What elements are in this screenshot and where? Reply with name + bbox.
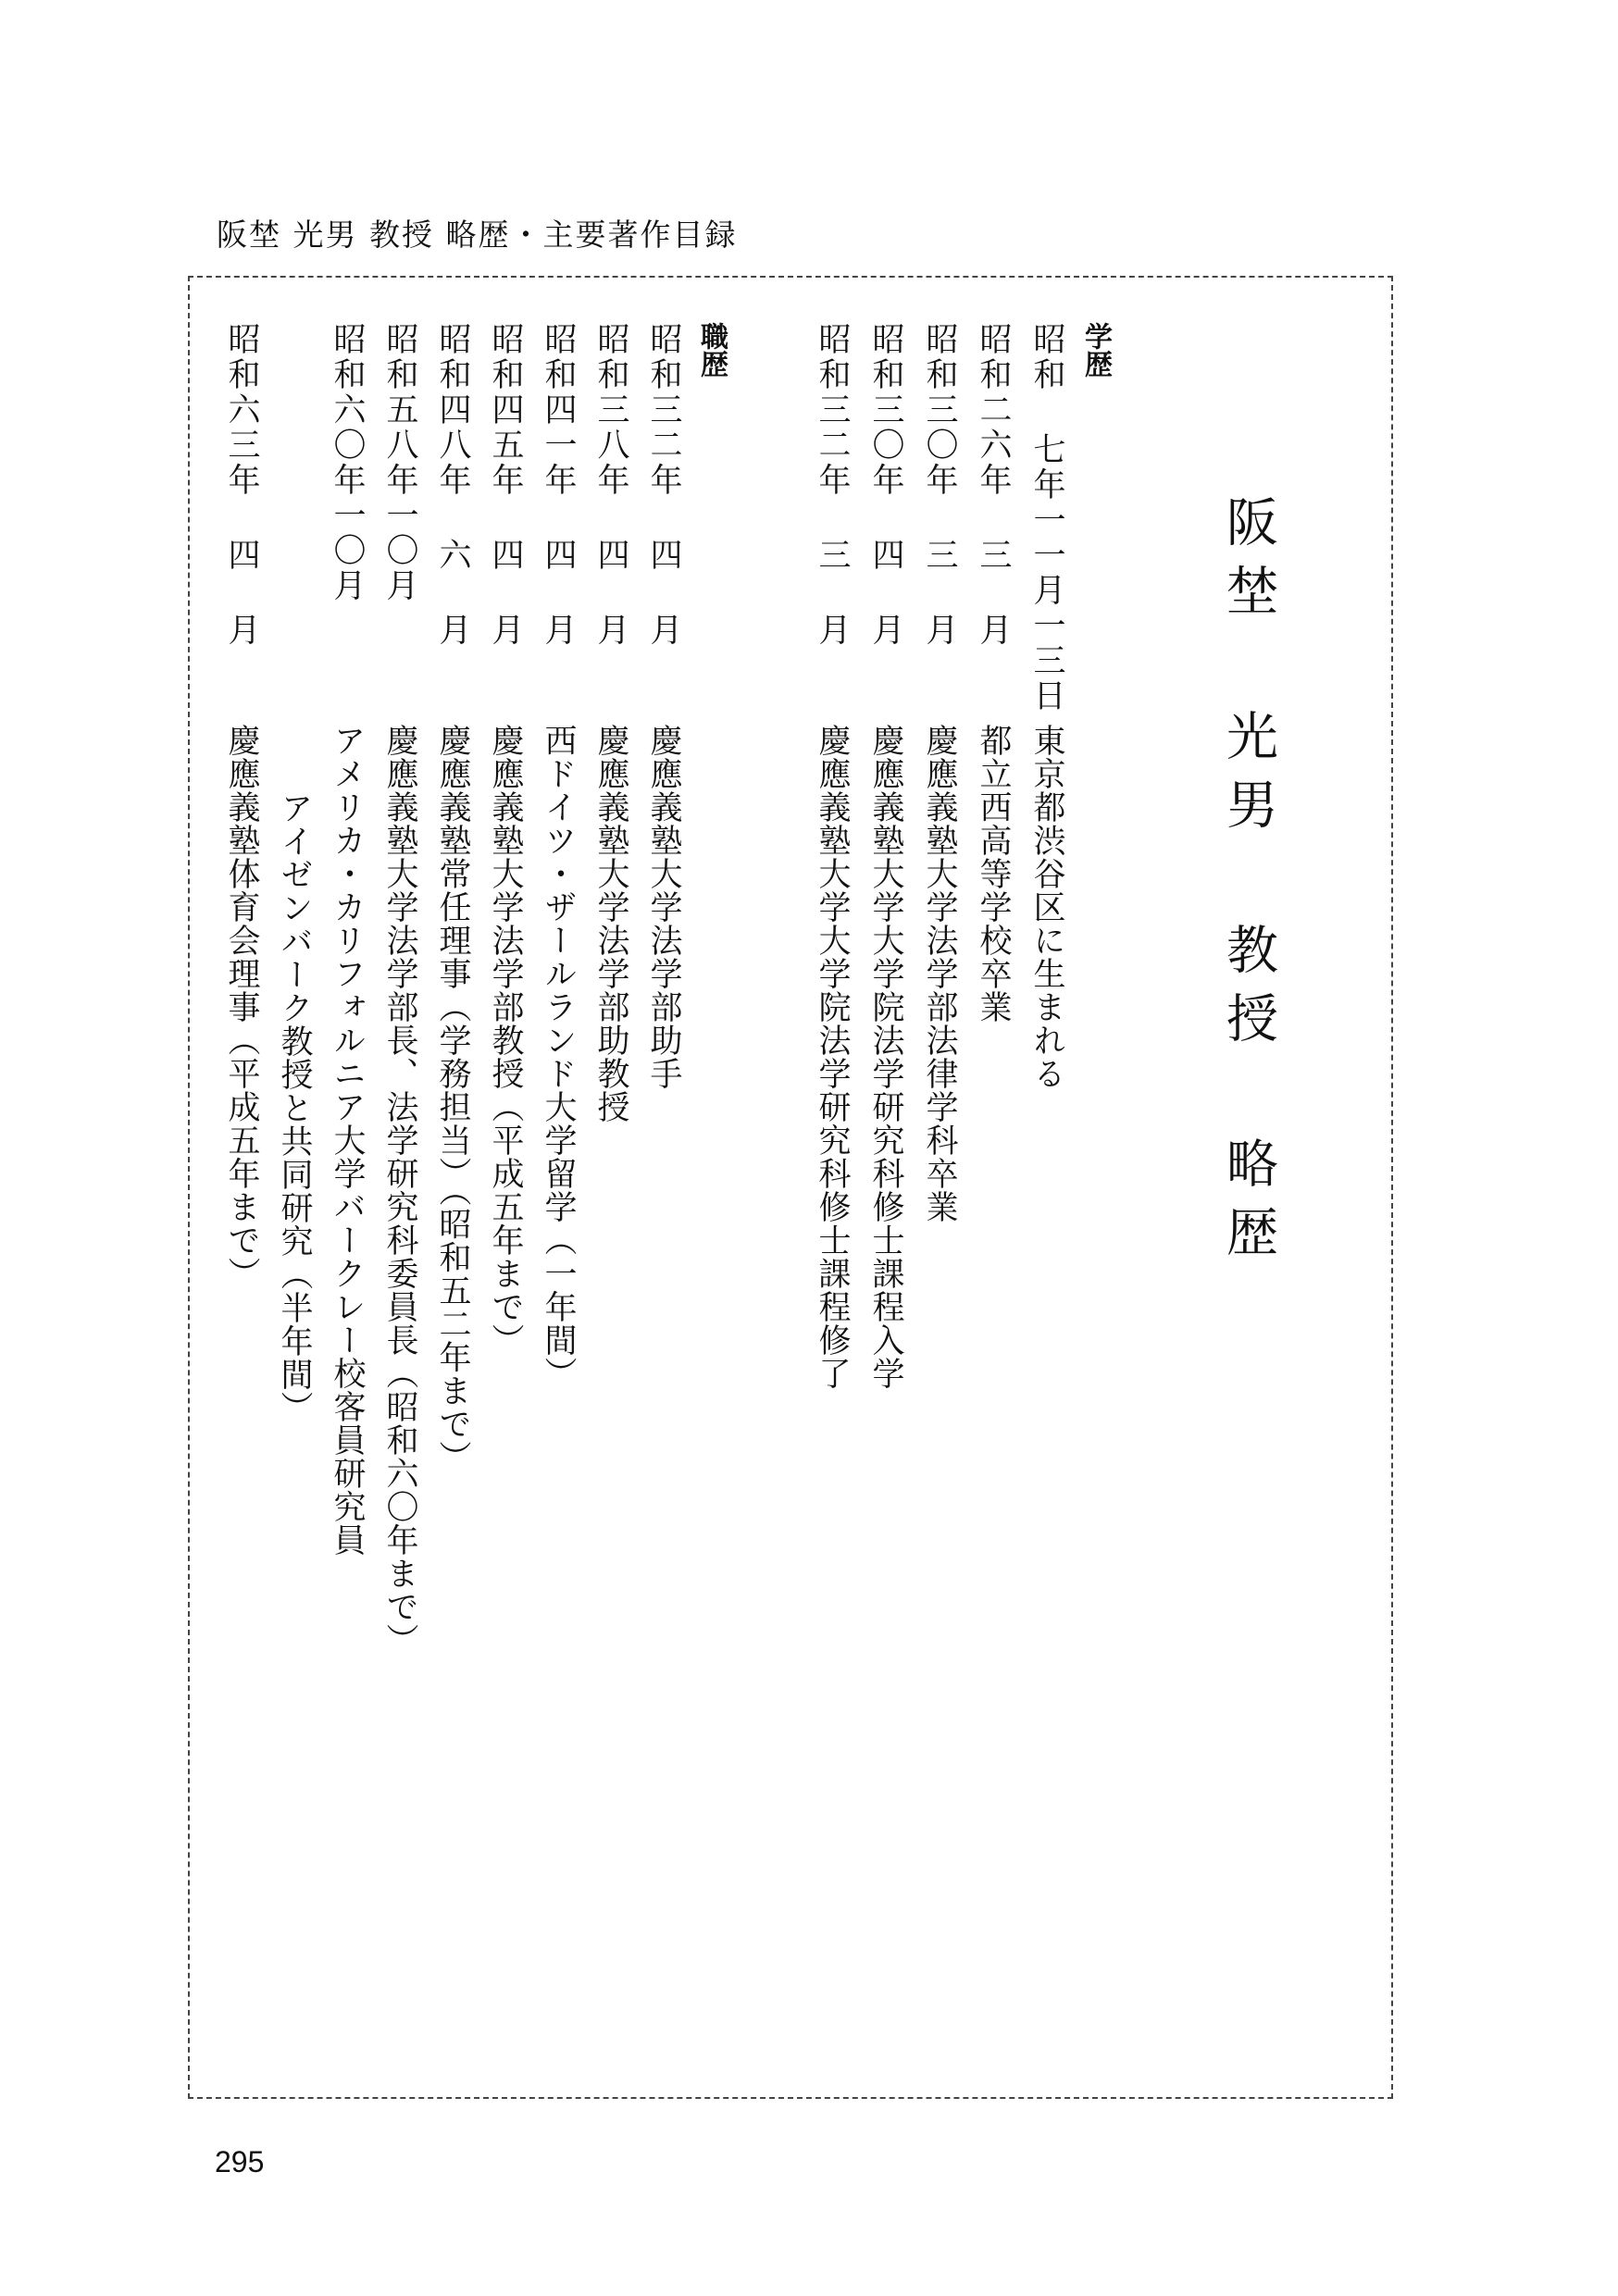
career-heading: 職歴 [695,322,728,378]
page-title: 阪埜 光男 教授 略歴 [1218,495,1278,1273]
career-text: 慶應義塾大学法学部教授（平成五年まで） [487,724,524,1357]
career-text: 西ドイツ・ザールランド大学留学（一年間） [540,724,577,1390]
education-date: 昭和 七年一一月一三日 [1028,322,1065,714]
career-date: 昭和五八年一〇月 [381,322,418,603]
education-text: 都立西高等学校卒業 [975,724,1012,1024]
career-date: 昭和四一年 四 月 [540,322,577,648]
career-text: 慶應義塾大学法学部助手 [645,724,682,1090]
career-text: 慶應義塾大学法学部助教授 [592,724,629,1123]
career-date: 昭和三八年 四 月 [592,322,629,648]
career-text-continuation: アイゼンバーク教授と共同研究（半年間） [276,791,313,1424]
career-text: アメリカ・カリフォルニア大学バークレー校客員研究員 [329,724,366,1557]
biography-frame [188,276,1393,2099]
education-text: 慶應義塾大学大学院法学研究科修士課程入学 [867,724,904,1390]
education-date: 昭和二六年 三 月 [975,322,1012,648]
career-date: 昭和三二年 四 月 [645,322,682,648]
career-date: 昭和六〇年一〇月 [329,322,366,603]
education-date: 昭和三〇年 三 月 [921,322,958,648]
career-text: 慶應義塾大学法学部長、法学研究科委員長（昭和六〇年まで） [381,724,418,1657]
career-date: 昭和六三年 四 月 [223,322,260,648]
education-date: 昭和三〇年 四 月 [867,322,904,648]
career-text: 慶應義塾常任理事（学務担当）（昭和五二年まで） [434,724,471,1474]
page-number: 295 [215,2145,265,2178]
running-header: 阪埜 光男 教授 略歴・主要著作目録 [217,217,738,253]
career-date: 昭和四五年 四 月 [487,322,524,648]
education-heading: 学歴 [1079,322,1112,378]
education-date: 昭和三二年 三 月 [814,322,851,648]
education-text: 慶應義塾大学大学院法学研究科修士課程修了 [814,724,851,1390]
education-text: 慶應義塾大学法学部法律学科卒業 [921,724,958,1223]
education-text: 東京都渋谷区に生まれる [1028,724,1065,1090]
career-date: 昭和四八年 六 月 [434,322,471,648]
career-text: 慶應義塾体育会理事（平成五年まで） [223,724,260,1290]
